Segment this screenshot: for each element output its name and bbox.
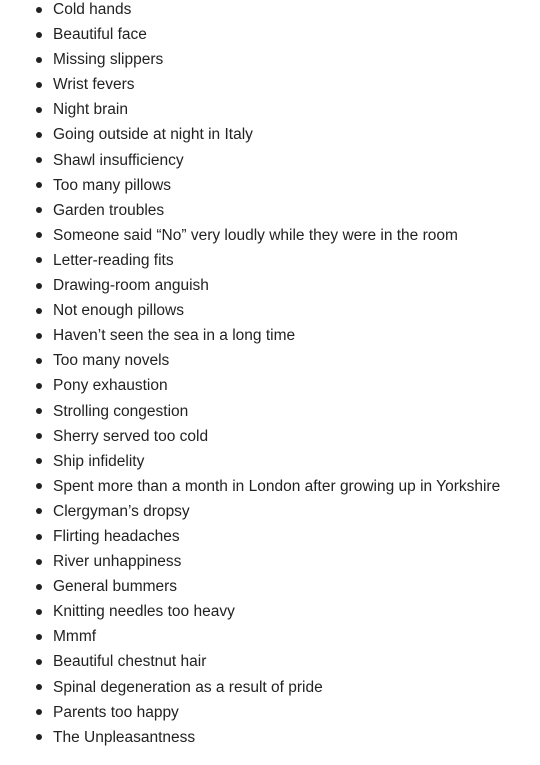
list-item-text: Spinal degeneration as a result of pride [53,678,323,696]
list-item [0,474,540,499]
list-item [0,173,540,198]
list-item-text: Knitting needles too heavy [53,603,235,621]
list-item-text: Clergyman’s dropsy [53,502,190,520]
list-item-text: Beautiful chestnut hair [53,653,207,671]
bullet-icon [36,157,42,163]
bullet-icon [36,508,42,514]
bullet-icon [36,634,42,640]
list-item [0,424,540,449]
list-item [0,449,540,474]
list-item-text: Garden troubles [53,201,165,219]
list-item [0,649,540,674]
bullet-icon [36,57,42,63]
list-item [0,273,540,298]
list-item [0,0,540,22]
bullet-icon [36,32,42,38]
list-item-text: Mmmf [53,628,97,646]
list-item-text: Letter-reading fits [53,251,174,269]
bullet-icon [36,107,42,113]
list-item [0,624,540,649]
list-item [0,148,540,173]
bullet-icon [36,534,42,540]
bullet-icon [36,7,42,13]
bullet-icon [36,734,42,740]
bullet-icon [36,659,42,665]
list-item [0,549,540,574]
bullet-icon [36,333,42,339]
list-item [0,599,540,624]
list-item-text: Sherry served too cold [53,427,209,445]
bullet-icon [36,182,42,188]
list-item-text: Too many pillows [53,176,172,194]
list-item-text: Pony exhaustion [53,377,168,395]
list-item [0,373,540,398]
list-item-text: Ship infidelity [53,452,145,470]
list-item-text: Drawing-room anguish [53,277,209,295]
bullet-icon [36,82,42,88]
list-item [0,248,540,273]
list-item [0,700,540,725]
list-item [0,725,540,750]
list-item-text: Going outside at night in Italy [53,126,253,144]
list-item [0,675,540,700]
list-item-text: Strolling congestion [53,402,189,420]
list-item [0,122,540,147]
list-item [0,47,540,72]
bullet-icon [36,609,42,615]
bullet-icon [36,458,42,464]
list-item-text: Too many novels [53,352,170,370]
bullet-icon [36,684,42,690]
bullet-icon [36,283,42,289]
list-item-text: Wrist fevers [53,76,135,94]
bullet-icon [36,232,42,238]
list-item-text: General bummers [53,578,178,596]
bullet-icon [36,559,42,565]
list-item-text: Someone said “No” very loudly while they were in the room [53,226,458,244]
list-item [0,348,540,373]
list-item-text: Beautiful face [53,26,147,44]
list-item [0,22,540,47]
list-item-text: Not enough pillows [53,302,184,320]
list-item [0,72,540,97]
list-item [0,524,540,549]
list-item-text: Haven’t seen the sea in a long time [53,327,296,345]
list-item-text: The Unpleasantness [53,728,196,746]
list-item-text: Parents too happy [53,703,179,721]
bullet-icon [36,433,42,439]
list-item [0,298,540,323]
list-item [0,323,540,348]
list-item-text: Cold hands [53,1,132,18]
bullet-icon [36,358,42,364]
list-item-text: Flirting headaches [53,527,180,545]
bullet-icon [36,483,42,489]
bullet-icon [36,383,42,389]
bullet-icon [36,132,42,138]
list-item [0,499,540,524]
list-item [0,198,540,223]
list-item [0,97,540,122]
list-item [0,399,540,424]
bullet-icon [36,408,42,414]
list-item [0,574,540,599]
bullet-icon [36,207,42,213]
list-item-text: River unhappiness [53,553,182,571]
list-item [0,223,540,248]
list-item-text: Night brain [53,101,128,119]
bullet-icon [36,257,42,263]
bullet-icon [36,308,42,314]
list-item-text: Missing slippers [53,51,164,69]
list-item-text: Spent more than a month in London after growing up in Yorkshire [53,477,501,495]
bullet-icon [36,709,42,715]
list-item-text: Shawl insufficiency [53,151,184,169]
bullet-icon [36,584,42,590]
